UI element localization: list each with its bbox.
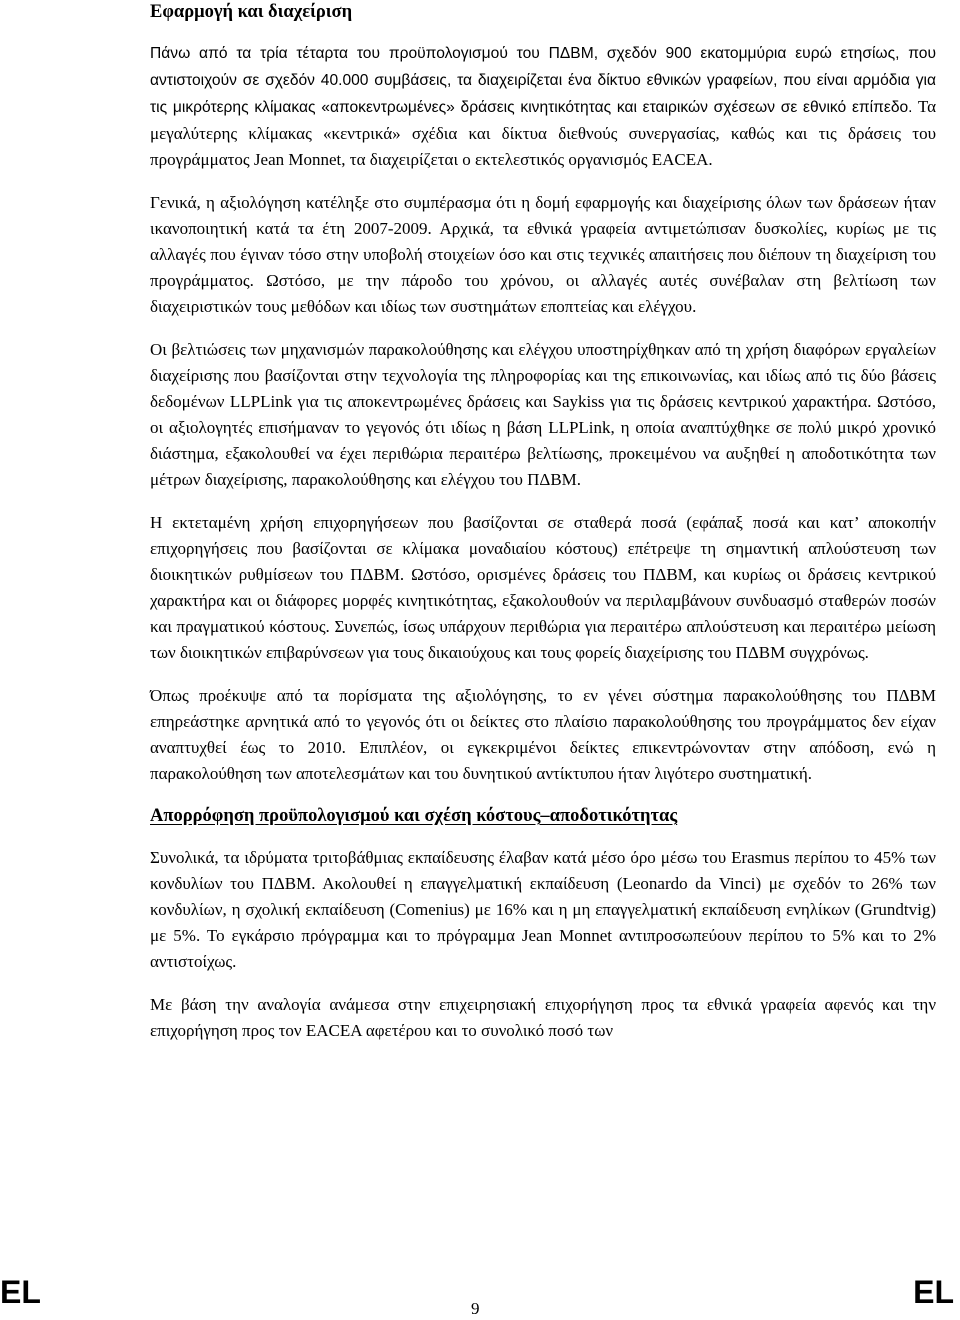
section-heading-budget: Απορρόφηση προϋπολογισμού και σχέση κόστους–αποδοτικότητας (150, 806, 678, 826)
paragraph-budget-shares: Συνολικά, τα ιδρύματα τριτοβάθμιας εκπαίδευσης έλαβαν κατά μέσο όρο μέσω του Erasmus περίπου το 45% των κονδυλίων του ΠΔΒΜ. Ακολουθεί η επαγγελματική εκπαίδευση (Leonardo da Vinci) με σχεδόν το 26% των κονδυλίων, η σχολική εκπαίδευση (Comenius) με 16% και η μη επαγγελματική εκπαίδευση ενηλίκων (Grundtvig) με 5%. Το εγκάρσιο πρόγραμμα και το πρόγραμμα Jean Monnet αντιπροσωπεύουν περίπου το 5% και το 2% αντιστοίχως. (150, 848, 936, 971)
paragraph-evaluation-structure: Γενικά, η αξιολόγηση κατέληξε στο συμπέρασμα ότι η δομή εφαρμογής και διαχείρισης όλων των δράσεων ήταν ικανοποιητική κατά τα έτη 2007-2009. Αρχικά, τα εθνικά γραφεία αντιμετώπισαν δυσκολίες, κυρίως με τις αλλαγές που έγιναν τόσο στην υποβολή στοιχείων όσο και στις τεχνικές απαιτήσεις που διέπουν τη διαχείριση του προγράμματος. Ωστόσο, με την πάροδο του χρόνου, οι αλλαγές αυτές συνέβαλαν στη βελτίωση των διαχειριστικών τους μεθόδων και ιδίως των συστημάτων εποπτείας και ελέγχου. (150, 193, 936, 316)
footer-language-code-right: EL (913, 1274, 954, 1310)
page-number: 9 (471, 1299, 480, 1318)
section-heading-implementation: Εφαρμογή και διαχείριση (150, 2, 353, 22)
paragraph-national-agencies-serif-part: Τα μεγαλύτερης κλίμακας «κεντρικά» σχέδια και δίκτυα διεθνούς συνεργασίας, καθώς και τις δράσεις του προγράμματος Jean Monnet, τα διαχειρίζεται ο εκτελεστικός οργανισμός EACEA. (150, 97, 936, 169)
paragraph-grant-ratio: Με βάση την αναλογία ανάμεσα στην επιχειρησιακή επιχορήγηση προς τα εθνικά γραφεία αφενός και την επιχορήγηση προς τον EACEA αφετέρου και το συνολικό ποσό των (150, 995, 936, 1040)
paragraph-indicators: Όπως προέκυψε από τα πορίσματα της αξιολόγησης, το εν γένει σύστημα παρακολούθησης του ΠΔΒΜ επηρεάστηκε αρνητικά από το γεγονός ότι οι δείκτες στο πλαίσιο παρακολούθησης του προγράμματος δεν είχαν αναπτυχθεί έως το 2010. Επιπλέον, οι εγκεκριμένοι δείκτες επικεντρώνονταν στην απόδοση, ενώ η παρακολούθηση των αποτελεσμάτων και του δυνητικού αντίκτυπου ήταν λιγότερο συστηματική. (150, 686, 936, 783)
paragraph-monitoring-tools: Οι βελτιώσεις των μηχανισμών παρακολούθησης και ελέγχου υποστηρίχθηκαν από τη χρήση διαφόρων εργαλείων διαχείρισης που βασίζονται στην τεχνολογία της πληροφορίας και της επικοινωνίας, και ιδίως από τις δύο βάσεις δεδομένων LLPLink για τις αποκεντρωμένες δράσεις και Saykiss για τις δράσεις κεντρικού χαρακτήρα. Ωστόσο, οι αξιολογητές επισήμαναν το γεγονός ότι ιδίως η βάση LLPLink, η οποία αναπτύχθηκε σε πολύ μικρό χρονικό διάστημα, εξακολουθεί να έχει περιθώρια περαιτέρω βελτίωσης, προκειμένου να αυξηθεί η αποδοτικότητα των μέτρων διαχείρισης, παρακολούθησης και ελέγχου του ΠΔΒΜ. (150, 340, 936, 489)
document-page (150, 0, 936, 1061)
paragraph-national-agencies-sans-part: Πάνω από τα τρία τέταρτα του προϋπολογισμού του ΠΔΒΜ, σχεδόν 900 εκατομμύρια ευρώ ετησίως, που αντιστοιχούν σε σχεδόν 40.000 συμβάσεις, τα διαχειρίζεται ένα δίκτυο εθνικών γραφείων, που είναι αρμόδια για τις μικρότερης κλίμακας «αποκεντρωμένες» δράσεις κινητικότητας και εταιρικών σχέσεων σε εθνικό επίπεδο. (150, 45, 936, 116)
paragraph-national-agencies (150, 40, 936, 173)
footer-language-code-left: EL (0, 1274, 41, 1310)
paragraph-lump-sums: Η εκτεταμένη χρήση επιχορηγήσεων που βασίζονται σε σταθερά ποσά (εφάπαξ ποσά και κατ’ αποκοπήν επιχορηγήσεις που βασίζονται σε κλίμακα μοναδιαίου κόστους) επέτρεψε τη σημαντική απλούστευση των διοικητικών ρυθμίσεων του ΠΔΒΜ. Ωστόσο, ορισμένες δράσεις του ΠΔΒΜ, και κυρίως οι δράσεις κεντρικού χαρακτήρα και οι διάφορες μορφές κινητικότητας, εξακολουθούν να περιλαμβάνουν συνδυασμό σταθερών ποσών και πραγματικού κόστους. Συνεπώς, ίσως υπάρχουν περιθώρια για περαιτέρω απλούστευση και περαιτέρω μείωση των διοικητικών επιβαρύνσεων για τους δικαιούχους και τους φορείς διαχείρισης του ΠΔΒΜ συγχρόνως. (150, 513, 936, 662)
